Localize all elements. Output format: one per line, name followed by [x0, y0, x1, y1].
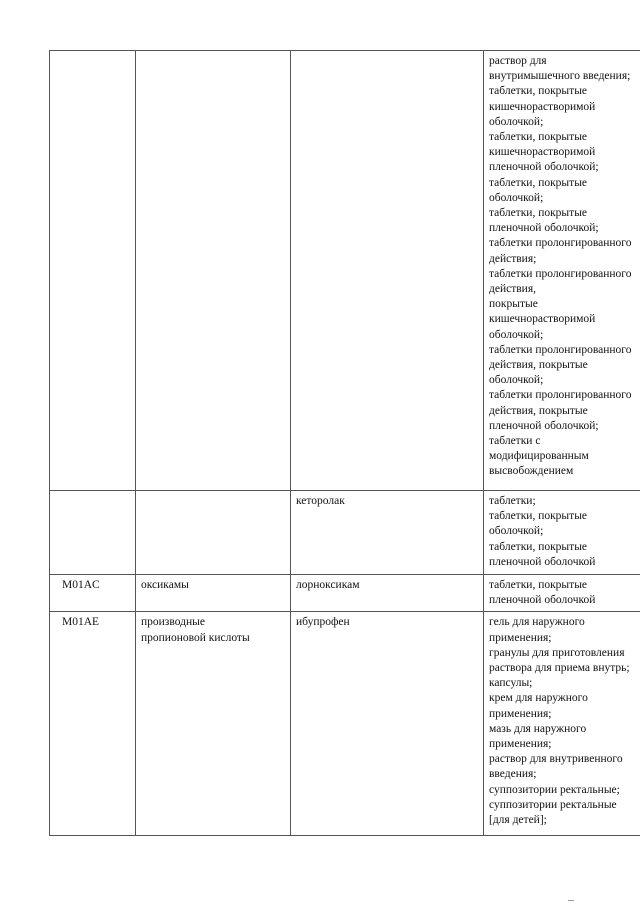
pharm-group-cell — [136, 51, 291, 491]
atc-code-cell — [50, 491, 136, 575]
substance-cell — [291, 51, 484, 491]
dosage-forms-cell: раствор для внутримышечного введения; таблетки, покрытые кишечнорастворимой оболочкой; таблетки, покрытые кишечнорастворимой пленочной оболочкой; таблетки, покрытые оболочкой; таблетки, покрытые пленочной оболочкой; таблетки пролонгированного действия; таблетки пролонгированного действия, покрытые кишечнорастворимой оболочкой; таблетки пролонгированного действия, покрытые оболочкой; таблетки пролонгированного действия, покрытые пленочной оболочкой; таблетки с модифицированным высвобождением — [484, 51, 640, 491]
table-row — [50, 51, 640, 491]
substance-cell: лорноксикам — [291, 575, 484, 612]
table-row — [50, 491, 640, 575]
substance-cell: кеторолак — [291, 491, 484, 575]
atc-code-cell: M01AC — [50, 575, 136, 612]
dosage-forms-cell: таблетки; таблетки, покрытые оболочкой; таблетки, покрытые пленочной оболочкой — [484, 491, 640, 575]
atc-code-cell — [50, 51, 136, 491]
pharm-group-cell — [136, 491, 291, 575]
dosage-forms-cell: гель для наружного применения; гранулы для приготовления раствора для приема внутрь; капсулы; крем для наружного применения; мазь для наружного применения; раствор для внутривенного введения; суппозитории ректальные; суппозитории ректальные [для детей]; — [484, 612, 640, 836]
table-row — [50, 612, 640, 836]
pharm-group-cell: оксикамы — [136, 575, 291, 612]
table-row — [50, 575, 640, 612]
substance-cell: ибупрофен — [291, 612, 484, 836]
drug-table — [49, 50, 640, 836]
scan-speck — [568, 900, 574, 901]
pharm-group-cell: производные пропионовой кислоты — [136, 612, 291, 836]
dosage-forms-cell: таблетки, покрытые пленочной оболочкой — [484, 575, 640, 612]
atc-code-cell: M01AE — [50, 612, 136, 836]
